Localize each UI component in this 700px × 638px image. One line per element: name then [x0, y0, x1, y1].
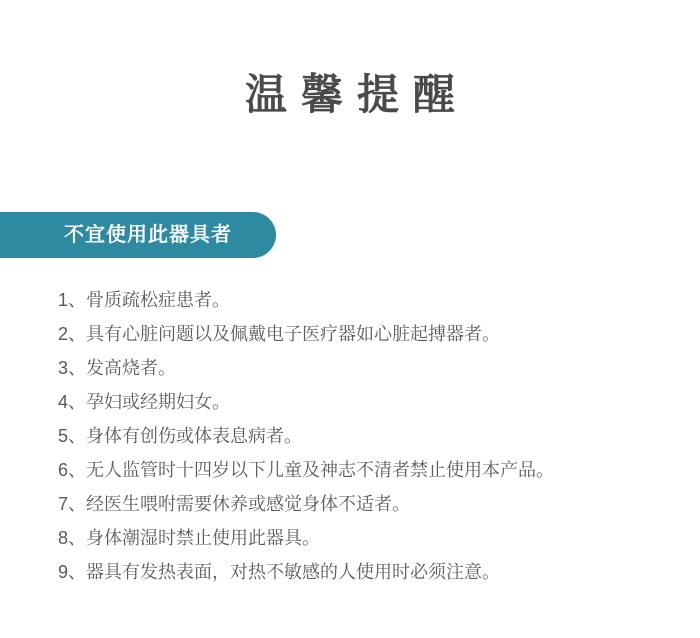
list-item-number: 2、 [58, 324, 87, 344]
list-item [58, 555, 660, 589]
list-item [58, 283, 660, 317]
list-item-text: 经医生喂咐需要休养或感觉身体不适者。 [86, 494, 411, 514]
list-item-text: 具有心脏问题以及佩戴电子医疗器如心脏起搏器者。 [86, 324, 501, 344]
list-item-number: 6、 [58, 460, 87, 480]
section-header-badge: 不宜使用此器具者 [0, 212, 276, 258]
list-item-text: 骨质疏松症患者。 [86, 290, 231, 310]
list-item-text: 身体潮湿时禁止使用此器具。 [86, 528, 321, 548]
list-item-text: 无人监管时十四岁以下儿童及神志不清者禁止使用本产品。 [86, 460, 555, 480]
list-item [58, 317, 660, 351]
list-item-number: 1、 [58, 290, 87, 310]
list-item-number: 5、 [58, 426, 87, 446]
list-item-number: 9、 [58, 562, 87, 582]
list-item-text: 发高烧者。 [86, 358, 177, 378]
page-title: 温馨提醒 [244, 71, 469, 118]
list-item-number: 8、 [58, 528, 87, 548]
list-item-number: 7、 [58, 494, 87, 514]
list-item [58, 385, 660, 419]
list-item [58, 521, 660, 555]
list-item-text: 器具有发热表面，对热不敏感的人使用时必须注意。 [86, 562, 501, 582]
list-item-number: 4、 [58, 392, 87, 412]
list-item [58, 453, 660, 487]
list-item-text: 孕妇或经期妇女。 [86, 392, 231, 412]
list-item [58, 487, 660, 521]
list-item-number: 3、 [58, 358, 87, 378]
list-item [58, 419, 660, 453]
list-item-text: 身体有创伤或体表息病者。 [86, 426, 303, 446]
warning-list [0, 283, 700, 589]
list-item [58, 351, 660, 385]
